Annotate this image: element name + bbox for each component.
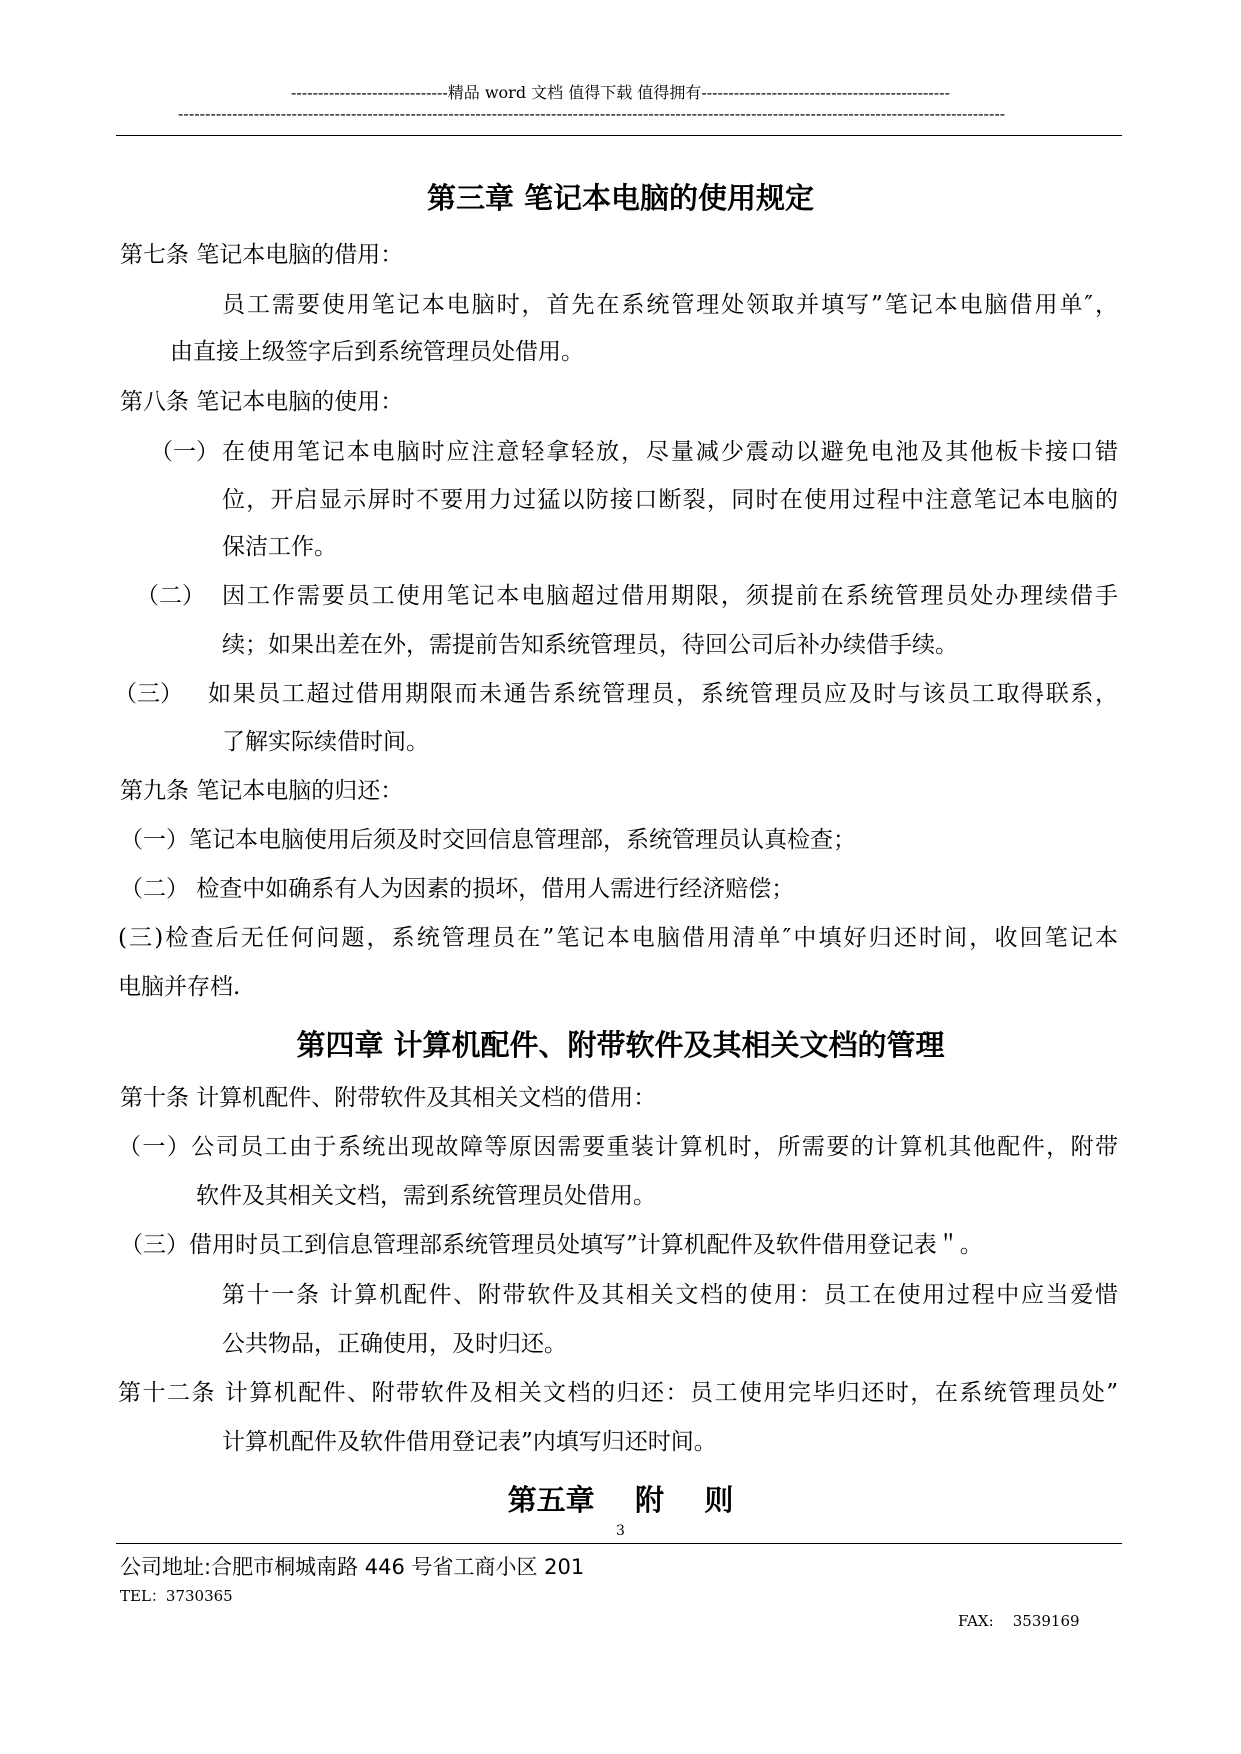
article-11-line-2: 公共物品，正确使用，及时归还。 [222,1331,567,1357]
footer-rule [116,1543,1122,1544]
article-10-title: 第十条 计算机配件、附带软件及其相关文档的借用： [120,1085,657,1111]
article-8-item-1-line-3: 保洁工作。 [222,534,337,560]
page-number: 3 [616,1523,625,1539]
article-9-item-3-line-1: (三)检查后无任何问题，系统管理员在”笔记本电脑借用清单″中填好归还时间，收回笔记本 [118,925,1118,951]
header-line-1: -----------------------------精品 word 文档 值得下载 值得拥有---------------------------------------------- [290,83,951,102]
chapter-5-title: 第五章 附 则 [507,1483,734,1517]
article-8-item-2-line-2: 续；如果出差在外，需提前告知系统管理员，待回公司后补办续借手续。 [222,632,958,658]
article-7-line-1: 员工需要使用笔记本电脑时，首先在系统管理处领取并填写”笔记本电脑借用单″， [222,292,1118,318]
article-8-title: 第八条 笔记本电脑的使用： [120,389,404,415]
article-8-item-3-number: （三） [114,681,183,707]
header-line-2: --------------------------------------------------------------------------------------------------------------------------------------------------------- [178,104,1006,123]
header-rule [116,135,1122,136]
article-8-item-2-line-1: 因工作需要员工使用笔记本电脑超过借用期限，须提前在系统管理员处办理续借手 [222,583,1118,609]
article-9-item-2: （二） 检查中如确系有人为因素的损坏，借用人需进行经济赔偿； [120,876,795,902]
article-8-item-3-line-2: 了解实际续借时间。 [222,729,429,755]
telephone: TEL：3730365 [120,1587,233,1605]
article-12-line-1: 第十二条 计算机配件、附带软件及相关文档的归还：员工使用完毕归还时，在系统管理员处” [118,1380,1118,1406]
article-9-title: 第九条 笔记本电脑的归还： [120,778,404,804]
article-9-item-1: （一）笔记本电脑使用后须及时交回信息管理部，系统管理员认真检查； [120,827,856,853]
article-12-line-2: 计算机配件及软件借用登记表”内填写归还时间。 [222,1429,717,1455]
article-8-item-1-line-1: 在使用笔记本电脑时应注意轻拿轻放，尽量减少震动以避免电池及其他板卡接口错 [222,439,1118,465]
article-8-item-1-line-2: 位，开启显示屏时不要用力过猛以防接口断裂，同时在使用过程中注意笔记本电脑的 [222,487,1118,513]
article-7-title: 第七条 笔记本电脑的借用： [120,242,404,268]
article-7-line-2: 由直接上级签字后到系统管理员处借用。 [170,339,584,365]
fax: FAX: 3539169 [958,1612,1080,1630]
chapter-3-title: 第三章 笔记本电脑的使用规定 [426,181,815,215]
article-10-item-3: （三）借用时员工到信息管理部系统管理员处填写”计算机配件及软件借用登记表＂。 [120,1232,983,1258]
article-11-line-1: 第十一条 计算机配件、附带软件及其相关文档的使用：员工在使用过程中应当爱惜 [222,1282,1118,1308]
article-8-item-2-number: （二） [136,583,205,609]
article-8-item-3-line-1: 如果员工超过借用期限而未通告系统管理员，系统管理员应及时与该员工取得联系， [208,681,1118,707]
article-10-item-1-line-2: 软件及其相关文档，需到系统管理员处借用。 [196,1183,656,1209]
article-8-item-1-number: （一） [150,439,219,465]
company-address: 公司地址:合肥市桐城南路 446 号省工商小区 201 [120,1555,585,1579]
article-10-item-1-line-1: （一）公司员工由于系统出现故障等原因需要重装计算机时，所需要的计算机其他配件，附带 [118,1134,1118,1160]
article-9-item-3-line-2: 电脑并存档. [118,974,241,1000]
chapter-4-title: 第四章 计算机配件、附带软件及其相关文档的管理 [296,1028,945,1062]
